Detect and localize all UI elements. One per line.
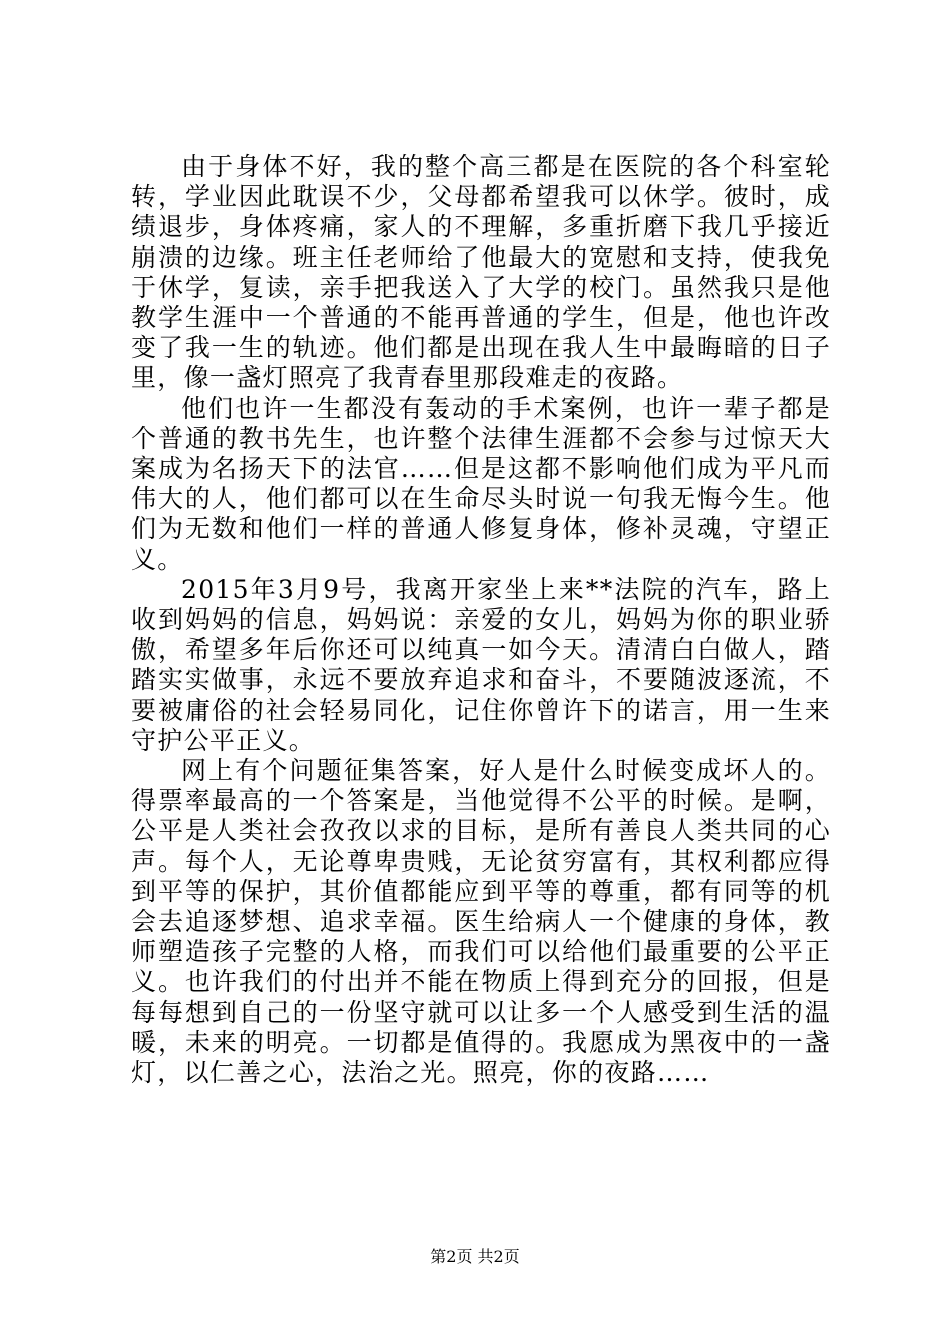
paragraph-4: 网上有个问题征集答案，好人是什么时候变成坏人的。得票率最高的一个答案是，当他觉得不公平的时候。是啊，公平是人类社会孜孜以求的目标，是所有善良人类共同的心声。每个人，无论尊卑贵贱，无论贫穷富有，其权利都应得到平等的保护，其价值都能应到平等的尊重，都有同等的机会去追逐梦想、追求幸福。医生给病人一个健康的身体，教师塑造孩子完整的人格，而我们可以给他们最重要的公平正义。也许我们的付出并不能在物质上得到充分的回报，但是每每想到自己的一份坚守就可以让多一个人感受到生活的温暖，未来的明亮。一切都是值得的。我愿成为黑夜中的一盏灯，以仁善之心，法治之光。照亮，你的夜路……: [131, 756, 831, 1088]
paragraph-1: 由于身体不好，我的整个高三都是在医院的各个科室轮转，学业因此耽误不少，父母都希望我可以休学。彼时，成绩退步，身体疼痛，家人的不理解，多重折磨下我几乎接近崩溃的边缘。班主任老师给了他最大的宽慰和支持，使我免于休学，复读，亲手把我送入了大学的校门。虽然我只是他教学生涯中一个普通的不能再普通的学生，但是，他也许改变了我一生的轨迹。他们都是出现在我人生中最晦暗的日子里，像一盏灯照亮了我青春里那段难走的夜路。: [131, 152, 831, 393]
page-number-footer: 第2页 共2页: [430, 1247, 520, 1266]
paragraph-3: 2015年3月9号，我离开家坐上来**法院的汽车，路上收到妈妈的信息，妈妈说：亲爱的女儿，妈妈为你的职业骄傲，希望多年后你还可以纯真一如今天。清清白白做人，踏踏实实做事，永远不要放弃追求和奋斗，不要随波逐流，不要被庸俗的社会轻易同化，记住你曾许下的诺言，用一生来守护公平正义。: [131, 574, 831, 755]
paragraph-2: 他们也许一生都没有轰动的手术案例，也许一辈子都是个普通的教书先生，也许整个法律生涯都不会参与过惊天大案成为名扬天下的法官……但是这都不影响他们成为平凡而伟大的人，他们都可以在生命尽头时说一句我无悔今生。他们为无数和他们一样的普通人修复身体，修补灵魂，守望正义。: [131, 393, 831, 574]
document-body: [131, 152, 831, 1088]
